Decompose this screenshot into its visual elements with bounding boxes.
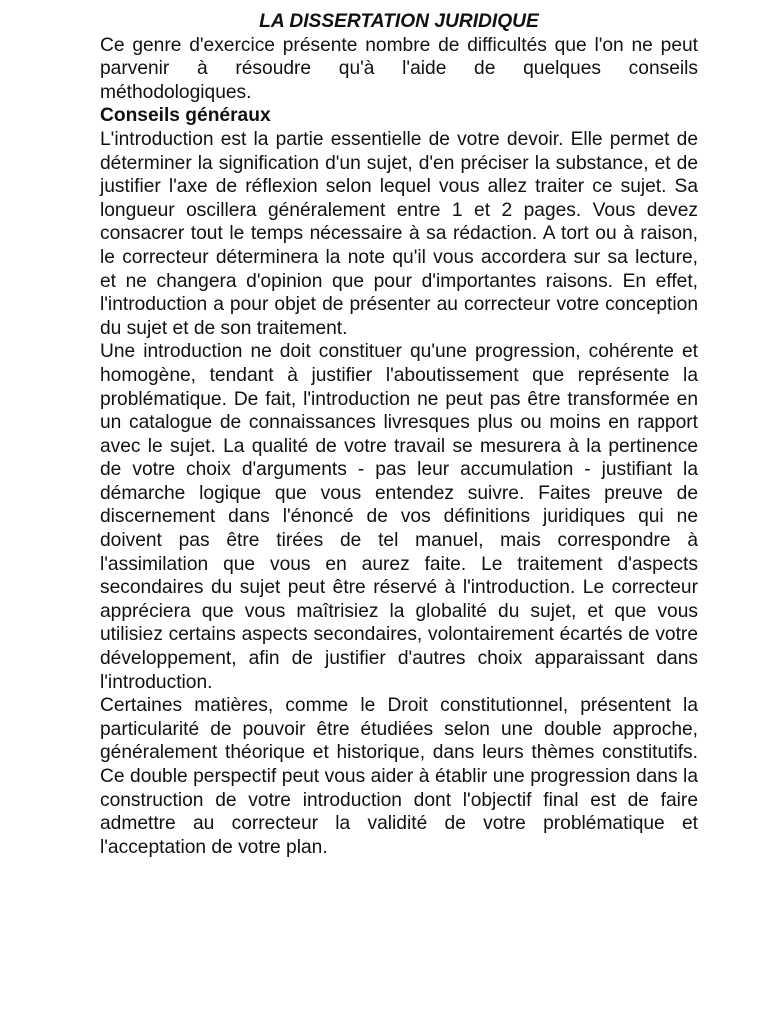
- body-paragraph-2: Une introduction ne doit constituer qu'une progression, cohérente et homogène, tendant à justifier l'aboutissement que représente la problématique. De fait, l'introduction ne peut pas être transformée en un catalogue de connaissances livresques plus ou moins en rapport avec le sujet. La qualité de votre travail se mesurera à la pertinence de votre choix d'arguments - pas leur accumulation - justifiant la démarche logique que vous entendez suivre. Faites preuve de discernement dans l'énoncé de vos définitions juridiques qui ne doivent pas être tirées de tel manuel, mais correspondre à l'assimilation que vous en aurez faite. Le traitement d'aspects secondaires du sujet peut être réservé à l'introduction. Le correcteur appréciera que vous maîtrisiez la globalité du sujet, et que vous utilisiez certains aspects secondaires, volontairement écartés de votre développement, afin de justifier d'autres choix apparaissant dans l'introduction.: [100, 341, 698, 693]
- document-title: LA DISSERTATION JURIDIQUE: [259, 11, 539, 32]
- intro-paragraph: Ce genre d'exercice présente nombre de difficultés que l'on ne peut parvenir à résoudre qu'à l'aide de quelques conseils méthodologiques.: [100, 34, 698, 103]
- section-heading: Conseils généraux: [100, 105, 271, 127]
- document-page: [100, 10, 698, 859]
- body-paragraph-3: Certaines matières, comme le Droit constitutionnel, présentent la particularité de pouvoir être étudiées selon une double approche, généralement théorique et historique, dans leurs thèmes constitutifs. Ce double perspectif peut vous aider à établir une progression dans la construction de votre introduction dont l'objectif final est de faire admettre au correcteur la validité de votre problématique et l'acceptation de votre plan.: [100, 695, 698, 858]
- body-paragraph-1: L'introduction est la partie essentielle de votre devoir. Elle permet de déterminer la signification d'un sujet, d'en préciser la substance, et de justifier l'axe de réflexion selon lequel vous allez traiter ce sujet. Sa longueur oscillera généralement entre 1 et 2 pages. Vous devez consacrer tout le temps nécessaire à sa rédaction. A tort ou à raison, le correcteur déterminera la note qu'il vous accordera sur sa lecture, et ne changera d'opinion que pour d'importantes raisons. En effet, l'introduction a pour objet de présenter au correcteur votre conception du sujet et de son traitement.: [100, 128, 698, 339]
